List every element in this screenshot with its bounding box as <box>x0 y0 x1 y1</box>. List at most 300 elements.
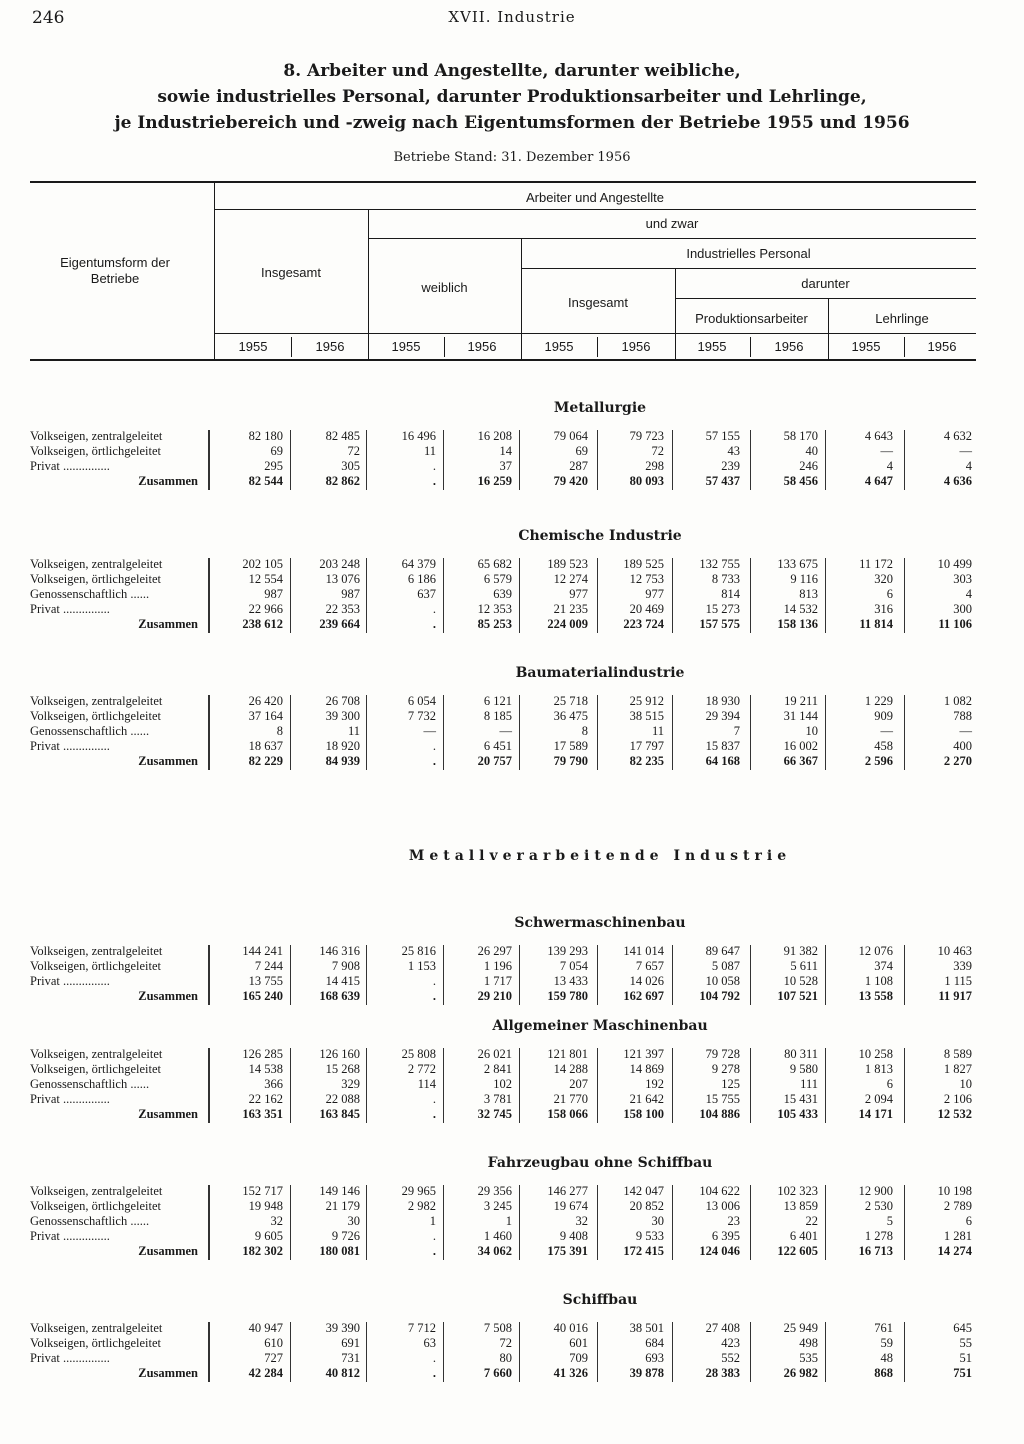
table-row <box>30 587 980 602</box>
cell-value: 7 <box>733 724 740 738</box>
row-label: Volkseigen, zentralgeleitet <box>30 557 163 571</box>
cell-value: 25 949 <box>783 1321 818 1335</box>
column-separator <box>597 695 598 770</box>
cell-value: 9 605 <box>254 1229 283 1243</box>
column-separator <box>672 945 673 1005</box>
cell-value: 31 144 <box>783 709 818 723</box>
cell-value: 126 160 <box>319 1047 360 1061</box>
cell-value: 40 947 <box>248 1321 283 1335</box>
cell-value: 224 009 <box>547 617 588 631</box>
cell-value: 374 <box>874 959 893 973</box>
cell-value: 8 <box>276 724 283 738</box>
running-head: XVII. Industrie <box>448 8 576 26</box>
cell-value: 9 580 <box>789 1062 818 1076</box>
column-separator <box>825 430 826 490</box>
year-heading: 1955 <box>391 339 421 354</box>
row-label: Volkseigen, örtlichgeleitet <box>30 959 161 973</box>
cell-value: . <box>432 1107 436 1121</box>
cell-value: 7 660 <box>483 1366 512 1380</box>
cell-value: 21 235 <box>553 602 588 616</box>
table-row <box>30 557 980 572</box>
cell-value: 121 801 <box>547 1047 588 1061</box>
table-row <box>30 959 980 974</box>
cell-value: 7 732 <box>407 709 436 723</box>
cell-value: 28 383 <box>705 1366 740 1380</box>
column-separator <box>750 1048 751 1123</box>
row-label: Volkseigen, zentralgeleitet <box>30 694 163 708</box>
cell-value: 15 755 <box>705 1092 740 1106</box>
cell-value: 207 <box>569 1077 588 1091</box>
cell-value: 977 <box>645 587 664 601</box>
cell-value: 10 058 <box>705 974 740 988</box>
cell-value: 126 285 <box>242 1047 283 1061</box>
stub-separator <box>208 1048 210 1123</box>
table-row <box>30 1092 980 1107</box>
column-separator <box>904 1048 905 1123</box>
cell-value: 79 420 <box>553 474 588 488</box>
cell-value: 16 259 <box>477 474 512 488</box>
cell-value: 12 900 <box>858 1184 893 1198</box>
cell-value: 69 <box>575 444 588 458</box>
cell-value: 16 713 <box>858 1244 893 1258</box>
table-row <box>30 1184 980 1199</box>
cell-value: 645 <box>953 1321 972 1335</box>
cell-value: 72 <box>499 1336 512 1350</box>
row-label: Zusammen <box>138 754 198 768</box>
row-label: Genossenschaftlich ...... <box>30 587 150 601</box>
column-separator <box>750 945 751 1005</box>
year-heading: 1956 <box>774 339 804 354</box>
cell-value: 8 <box>581 724 588 738</box>
row-label: Volkseigen, örtlichgeleitet <box>30 1336 161 1350</box>
row-label: Zusammen <box>138 617 198 631</box>
cell-value: 535 <box>799 1351 818 1365</box>
cell-value: 11 <box>347 724 360 738</box>
cell-value: 32 <box>575 1214 588 1228</box>
cell-value: 2 094 <box>864 1092 893 1106</box>
cell-value: 2 596 <box>864 754 893 768</box>
table-row <box>30 1351 980 1366</box>
cell-value: 1 278 <box>864 1229 893 1243</box>
cell-value: 4 647 <box>864 474 893 488</box>
column-separator <box>597 945 598 1005</box>
row-label: Privat ............... <box>30 459 110 473</box>
cell-value: 5 <box>886 1214 893 1228</box>
cell-value: 29 394 <box>705 709 740 723</box>
cell-value: 40 <box>805 444 818 458</box>
cell-value: 22 162 <box>248 1092 283 1106</box>
cell-value: 12 532 <box>937 1107 972 1121</box>
cell-value: 22 353 <box>325 602 360 616</box>
cell-value: 26 708 <box>325 694 360 708</box>
cell-value: 7 244 <box>254 959 283 973</box>
cell-value: 2 270 <box>943 754 972 768</box>
cell-value: 6 186 <box>407 572 436 586</box>
heading-ip-insgesamt: Insgesamt <box>568 295 628 310</box>
cell-value: 400 <box>953 739 972 753</box>
column-separator <box>825 1048 826 1123</box>
column-separator <box>825 695 826 770</box>
cell-value: 175 391 <box>547 1244 588 1258</box>
cell-value: 57 155 <box>705 429 740 443</box>
cell-value: 329 <box>341 1077 360 1091</box>
cell-value: — <box>880 444 893 458</box>
year-heading: 1956 <box>621 339 651 354</box>
column-separator <box>443 1322 444 1382</box>
cell-value: 57 437 <box>705 474 740 488</box>
column-separator <box>750 1322 751 1382</box>
cell-value: 107 521 <box>777 989 818 1003</box>
heading-weiblich: weiblich <box>421 280 468 295</box>
cell-value: 316 <box>874 602 893 616</box>
cell-value: 2 982 <box>407 1199 436 1213</box>
column-separator <box>290 430 291 490</box>
table-row <box>30 1077 980 1092</box>
cell-value: 122 605 <box>777 1244 818 1258</box>
cell-value: 14 274 <box>937 1244 972 1258</box>
cell-value: 10 463 <box>937 944 972 958</box>
row-label: Privat ............... <box>30 602 110 616</box>
cell-value: . <box>432 989 436 1003</box>
cell-value: . <box>432 474 436 488</box>
cell-value: 26 982 <box>783 1366 818 1380</box>
table-row <box>30 694 980 709</box>
cell-value: 84 939 <box>325 754 360 768</box>
column-separator <box>825 558 826 633</box>
cell-value: 637 <box>417 587 436 601</box>
cell-value: 80 311 <box>784 1047 818 1061</box>
row-label: Zusammen <box>138 474 198 488</box>
cell-value: 79 064 <box>553 429 588 443</box>
cell-value: 139 293 <box>547 944 588 958</box>
cell-value: 41 326 <box>553 1366 588 1380</box>
cell-value: 23 <box>727 1214 740 1228</box>
cell-value: 111 <box>800 1077 818 1091</box>
cell-value: 458 <box>874 739 893 753</box>
cell-value: 4 <box>965 587 972 601</box>
cell-value: 26 297 <box>477 944 512 958</box>
year-heading: 1956 <box>467 339 497 354</box>
cell-value: 192 <box>645 1077 664 1091</box>
row-label: Volkseigen, zentralgeleitet <box>30 1047 163 1061</box>
cell-value: 25 718 <box>553 694 588 708</box>
cell-value: 37 164 <box>248 709 283 723</box>
row-label: Volkseigen, örtlichgeleitet <box>30 444 161 458</box>
table-row <box>30 1062 980 1077</box>
column-separator <box>519 945 520 1005</box>
cell-value: 105 433 <box>777 1107 818 1121</box>
cell-value: 146 277 <box>547 1184 588 1198</box>
cell-value: 17 797 <box>629 739 664 753</box>
cell-value: 7 657 <box>635 959 664 973</box>
cell-value: 14 538 <box>248 1062 283 1076</box>
column-separator <box>519 1322 520 1382</box>
cell-value: 63 <box>423 1336 436 1350</box>
cell-value: 238 612 <box>242 617 283 631</box>
cell-value: 10 499 <box>937 557 972 571</box>
cell-value: 146 316 <box>319 944 360 958</box>
cell-value: 48 <box>880 1351 893 1365</box>
cell-value: 12 554 <box>248 572 283 586</box>
cell-value: 987 <box>264 587 283 601</box>
column-separator <box>750 430 751 490</box>
cell-value: 40 016 <box>553 1321 588 1335</box>
cell-value: 21 642 <box>629 1092 664 1106</box>
cell-value: 55 <box>959 1336 972 1350</box>
column-separator <box>904 1185 905 1260</box>
section-heading: Baumaterialindustrie <box>515 665 685 681</box>
row-label: Privat ............... <box>30 1229 110 1243</box>
column-separator <box>750 558 751 633</box>
total-row <box>30 754 980 769</box>
cell-value: 144 241 <box>242 944 283 958</box>
table-subtitle: Betriebe Stand: 31. Dezember 1956 <box>393 150 631 165</box>
cell-value: 149 146 <box>319 1184 360 1198</box>
column-separator <box>904 558 905 633</box>
cell-value: 104 886 <box>699 1107 740 1121</box>
year-heading: 1955 <box>697 339 727 354</box>
cell-value: 158 066 <box>547 1107 588 1121</box>
cell-value: 1 827 <box>943 1062 972 1076</box>
cell-value: 80 <box>499 1351 512 1365</box>
cell-value: 29 965 <box>401 1184 436 1198</box>
cell-value: 29 210 <box>477 989 512 1003</box>
row-label: Volkseigen, zentralgeleitet <box>30 1184 163 1198</box>
section-heading: Metallurgie <box>553 400 647 416</box>
cell-value: 9 408 <box>559 1229 588 1243</box>
cell-value: 366 <box>264 1077 283 1091</box>
cell-value: 32 745 <box>477 1107 512 1121</box>
cell-value: 295 <box>264 459 283 473</box>
cell-value: . <box>432 974 436 988</box>
cell-value: 684 <box>645 1336 664 1350</box>
cell-value: 38 515 <box>629 709 664 723</box>
cell-value: 21 179 <box>325 1199 360 1213</box>
row-label: Volkseigen, örtlichgeleitet <box>30 1062 161 1076</box>
cell-value: 20 852 <box>629 1199 664 1213</box>
cell-value: 731 <box>341 1351 360 1365</box>
column-separator <box>443 558 444 633</box>
cell-value: 142 047 <box>623 1184 664 1198</box>
cell-value: 124 046 <box>699 1244 740 1258</box>
cell-value: 12 753 <box>629 572 664 586</box>
cell-value: 13 433 <box>553 974 588 988</box>
cell-value: 788 <box>953 709 972 723</box>
cell-value: 1 281 <box>943 1229 972 1243</box>
cell-value: 11 <box>651 724 664 738</box>
cell-value: 751 <box>953 1366 972 1380</box>
heading-industrielles-personal: Industrielles Personal <box>686 246 811 261</box>
cell-value: 7 508 <box>483 1321 512 1335</box>
cell-value: 691 <box>341 1336 360 1350</box>
year-heading: 1955 <box>544 339 574 354</box>
cell-value: 51 <box>959 1351 972 1365</box>
row-label: Genossenschaftlich ...... <box>30 1214 150 1228</box>
cell-value: — <box>959 444 972 458</box>
cell-value: 189 523 <box>547 557 588 571</box>
cell-value: 2 772 <box>407 1062 436 1076</box>
cell-value: 163 845 <box>319 1107 360 1121</box>
cell-value: 7 712 <box>407 1321 436 1335</box>
cell-value: 1 196 <box>483 959 512 973</box>
cell-value: 15 837 <box>705 739 740 753</box>
column-separator <box>519 1048 520 1123</box>
cell-value: 498 <box>799 1336 818 1350</box>
cell-value: 102 <box>493 1077 512 1091</box>
cell-value: 159 780 <box>547 989 588 1003</box>
cell-value: 12 353 <box>477 602 512 616</box>
column-separator <box>290 1048 291 1123</box>
cell-value: 104 792 <box>699 989 740 1003</box>
cell-value: 14 869 <box>629 1062 664 1076</box>
row-label: Genossenschaftlich ...... <box>30 1077 150 1091</box>
cell-value: 2 789 <box>943 1199 972 1213</box>
year-heading: 1956 <box>927 339 957 354</box>
title-line: sowie industrielles Personal, darunter Produktionsarbeiter und Lehrlinge, <box>157 87 867 107</box>
cell-value: 3 245 <box>483 1199 512 1213</box>
cell-value: — <box>423 724 436 738</box>
heading-darunter: darunter <box>801 276 850 291</box>
cell-value: 11 106 <box>938 617 972 631</box>
column-separator <box>597 430 598 490</box>
cell-value: 80 093 <box>629 474 664 488</box>
cell-value: 189 525 <box>623 557 664 571</box>
cell-value: 82 180 <box>248 429 283 443</box>
cell-value: 21 770 <box>553 1092 588 1106</box>
heading-arbeiter: Arbeiter und Angestellte <box>525 190 665 205</box>
cell-value: 20 469 <box>629 602 664 616</box>
cell-value: 610 <box>264 1336 283 1350</box>
column-separator <box>904 945 905 1005</box>
cell-value: 82 485 <box>325 429 360 443</box>
title-line: 8. Arbeiter und Angestellte, darunter weibliche, <box>283 61 741 81</box>
column-separator <box>519 695 520 770</box>
table-row <box>30 1229 980 1244</box>
cell-value: 26 420 <box>248 694 283 708</box>
cell-value: 552 <box>721 1351 740 1365</box>
cell-value: . <box>432 739 436 753</box>
table-row <box>30 974 980 989</box>
column-separator <box>366 945 367 1005</box>
cell-value: 9 533 <box>635 1229 664 1243</box>
column-separator <box>825 1322 826 1382</box>
cell-value: 423 <box>721 1336 740 1350</box>
cell-value: 4 643 <box>864 429 893 443</box>
cell-value: 8 185 <box>483 709 512 723</box>
cell-value: 17 589 <box>553 739 588 753</box>
column-separator <box>750 1185 751 1260</box>
row-label: Privat ............... <box>30 974 110 988</box>
cell-value: 39 878 <box>629 1366 664 1380</box>
cell-value: 30 <box>347 1214 360 1228</box>
cell-value: 6 <box>886 1077 893 1091</box>
cell-value: 13 755 <box>248 974 283 988</box>
cell-value: 15 273 <box>705 602 740 616</box>
column-separator <box>366 1185 367 1260</box>
page-number: 246 <box>32 8 65 28</box>
row-label: Zusammen <box>138 1244 198 1258</box>
cell-value: 163 351 <box>242 1107 283 1121</box>
column-separator <box>597 1048 598 1123</box>
cell-value: 18 920 <box>325 739 360 753</box>
cell-value: 72 <box>347 444 360 458</box>
table-row <box>30 459 980 474</box>
column-separator <box>750 695 751 770</box>
cell-value: 30 <box>651 1214 664 1228</box>
stub-separator <box>208 1322 210 1382</box>
cell-value: 14 532 <box>783 602 818 616</box>
cell-value: 868 <box>874 1366 893 1380</box>
column-separator <box>366 1322 367 1382</box>
row-label: Privat ............... <box>30 739 110 753</box>
cell-value: 104 622 <box>699 1184 740 1198</box>
total-row <box>30 989 980 1004</box>
cell-value: 13 076 <box>325 572 360 586</box>
cell-value: 36 475 <box>553 709 588 723</box>
row-label: Genossenschaftlich ...... <box>30 724 150 738</box>
cell-value: 13 558 <box>858 989 893 1003</box>
column-separator <box>290 1322 291 1382</box>
cell-value: 7 054 <box>559 959 588 973</box>
cell-value: 4 <box>886 459 893 473</box>
cell-value: 25 808 <box>401 1047 436 1061</box>
cell-value: 132 755 <box>699 557 740 571</box>
column-separator <box>672 430 673 490</box>
cell-value: 6 <box>886 587 893 601</box>
cell-value: 19 948 <box>248 1199 283 1213</box>
column-separator <box>290 695 291 770</box>
cell-value: 13 859 <box>783 1199 818 1213</box>
cell-value: 203 248 <box>319 557 360 571</box>
cell-value: 239 <box>721 459 740 473</box>
cell-value: 22 088 <box>325 1092 360 1106</box>
section-heading: Chemische Industrie <box>518 528 682 544</box>
column-separator <box>290 945 291 1005</box>
year-heading: 1955 <box>851 339 881 354</box>
cell-value: 6 121 <box>483 694 512 708</box>
column-separator <box>443 1048 444 1123</box>
stub-heading: Eigentumsform der Betriebe <box>60 255 170 286</box>
cell-value: 15 431 <box>783 1092 818 1106</box>
cell-value: 8 733 <box>711 572 740 586</box>
cell-value: 727 <box>264 1351 283 1365</box>
cell-value: 162 697 <box>623 989 664 1003</box>
column-separator <box>366 430 367 490</box>
cell-value: 152 717 <box>242 1184 283 1198</box>
cell-value: — <box>880 724 893 738</box>
cell-value: — <box>499 724 512 738</box>
cell-value: 6 451 <box>483 739 512 753</box>
cell-value: 82 229 <box>248 754 283 768</box>
cell-value: 6 054 <box>407 694 436 708</box>
cell-value: 133 675 <box>777 557 818 571</box>
cell-value: 40 812 <box>325 1366 360 1380</box>
column-separator <box>290 558 291 633</box>
cell-value: 157 575 <box>699 617 740 631</box>
cell-value: 79 790 <box>553 754 588 768</box>
cell-value: 82 544 <box>248 474 283 488</box>
section-heading: Schwermaschinenbau <box>514 915 686 931</box>
column-separator <box>672 1048 673 1123</box>
cell-value: 9 116 <box>790 572 818 586</box>
cell-value: 223 724 <box>623 617 664 631</box>
cell-value: 19 211 <box>784 694 818 708</box>
cell-value: 64 379 <box>401 557 436 571</box>
cell-value: 25 816 <box>401 944 436 958</box>
cell-value: 5 611 <box>790 959 818 973</box>
cell-value: 1 <box>429 1214 436 1228</box>
cell-value: 38 501 <box>629 1321 664 1335</box>
